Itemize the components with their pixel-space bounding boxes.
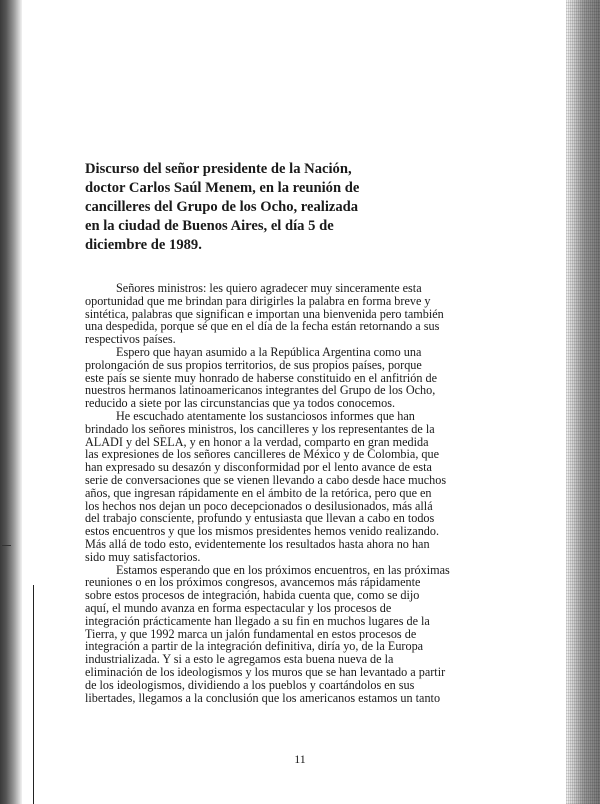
body-line: industrializada. Y si a esto le agregamos esta buena nueva de la <box>85 652 394 667</box>
body-line: del trabajo consciente, profundo y entusiasta que llevan a cabo en todos <box>85 511 435 526</box>
scan-left-edge <box>0 0 22 804</box>
title-line: Discurso del señor presidente de la Nación, <box>85 161 352 177</box>
body-line: prolongación de sus propios territorios, de sus propios países, porque <box>85 357 422 372</box>
body-line: serie de conversaciones que se vienen llevando a cabo desde hace muchos <box>85 472 447 487</box>
title-line: doctor Carlos Saúl Menem, en la reunión de <box>85 180 360 196</box>
body-line: He escuchado atentamente los sustanciosos informes que han <box>116 408 415 423</box>
body-line: sido muy satisfactorios. <box>85 549 201 564</box>
body-line: Señores ministros: les quiero agradecer muy sinceramente esta <box>116 281 422 295</box>
body-line: reuniones o en los próximos congresos, avancemos más rápidamente <box>85 575 421 590</box>
title-line: en la ciudad de Buenos Aires, el día 5 de <box>85 218 334 234</box>
body-line: de los ideologismos, dividiendo a los pueblos y coartándolos en sus <box>85 677 415 692</box>
body-line: Estamos esperando que en los próximos encuentros, en las próximas <box>116 562 450 577</box>
body-line: este país se siente muy honrado de haberse constituido en el anfitrión de <box>85 370 437 385</box>
scan-right-edge <box>566 0 600 804</box>
title-line: diciembre de 1989. <box>85 237 202 253</box>
scan-mark <box>2 545 11 546</box>
body-line: eliminación de los ideologismos y los muros que se han levantado a partir <box>85 664 446 679</box>
scan-left-rule <box>33 585 34 804</box>
body-line: ALADI y del SELA, y en honor a la verdad, comparto en gran medida <box>85 434 429 449</box>
document-title <box>85 160 385 255</box>
body-line: integración prácticamente han llegado a su fin en muchos lugares de la <box>85 613 430 628</box>
body-line: las expresiones de los señores cancilleres de México y de Colombia, que <box>85 447 440 462</box>
document-body <box>85 282 515 704</box>
body-line: han expresado su desazón y disconformidad por el lento avance de esta <box>85 460 432 475</box>
body-line: aquí, el mundo avanza en forma espectacular y los procesos de <box>85 600 392 615</box>
body-line: una despedida, porque sé que en el día de la fecha están retornando a sus <box>85 319 440 334</box>
body-line: años, que ingresan rápidamente en el ámbito de la retórica, pero que en <box>85 485 432 500</box>
body-line: libertades, llegamos a la conclusión que los americanos estamos un tanto <box>85 690 441 705</box>
body-line: sintética, palabras que significan e importan una bienvenida pero también <box>85 306 444 321</box>
page-number: 11 <box>294 752 306 766</box>
body-line: Tierra, y que 1992 marca un jalón fundamental en estos procesos de <box>85 626 417 641</box>
body-line: nuestros hermanos latinoamericanos integrantes del Grupo de los Ocho, <box>85 383 436 398</box>
body-line: reducido a siete por las circunstancias que ya todos conocemos. <box>85 396 396 411</box>
body-line: los hechos nos dejan un poco decepcionados o desilusionados, más allá <box>85 498 433 513</box>
body-line: oportunidad que me brindan para dirigirles la palabra en forma breve y <box>85 293 431 308</box>
title-line: cancilleres del Grupo de los Ocho, realizada <box>85 199 359 215</box>
body-line: Más allá de todo esto, evidentemente los resultados hasta ahora no han <box>85 536 430 551</box>
body-line: integración a partir de la integración definitiva, diría yo, de la Europa <box>85 639 424 654</box>
body-line: Espero que hayan asumido a la República Argentina como una <box>116 344 422 359</box>
body-line: sobre estos procesos de integración, habida cuenta que, como se dijo <box>85 588 420 603</box>
body-line: brindado los señores ministros, los cancilleres y los representantes de la <box>85 421 435 436</box>
body-line: respectivos países. <box>85 332 176 347</box>
body-line: estos encuentros y que los mismos presidentes hemos venido realizando. <box>85 524 440 539</box>
